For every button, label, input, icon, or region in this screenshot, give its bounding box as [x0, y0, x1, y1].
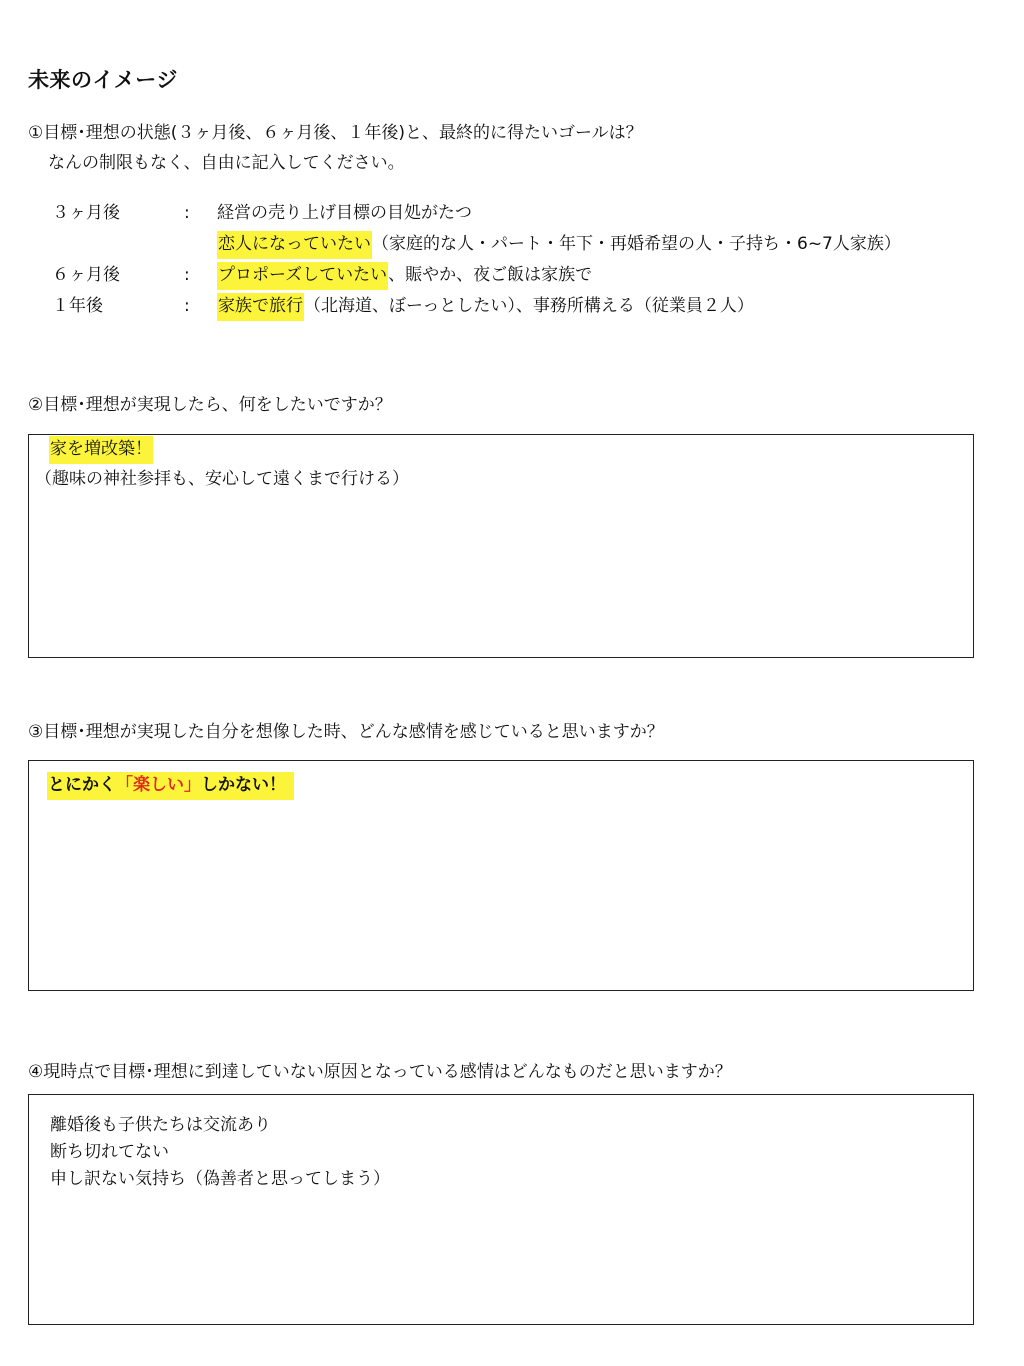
answer-3-fun: 「楽しい」 [116, 775, 201, 795]
row-text-3-months: 経営の売り上げ目標の目処がたつ [217, 203, 472, 223]
question-2: ②目標･理想が実現したら、何をしたいですか？ [28, 395, 392, 415]
row-text-1-year: （北海道、ぼーっとしたい）、事務所構える（従業員２人） [304, 296, 754, 316]
answer-4-line-2: 断ち切れてない [50, 1142, 169, 1162]
answer-2-line-2: （趣味の神社参拝も、安心して遠くまで行ける） [35, 469, 409, 489]
answer-box-4 [28, 1094, 974, 1325]
highlight-renovation: 家を増改築！ [49, 436, 153, 464]
answer-box-3 [28, 760, 974, 991]
row-separator: : [184, 296, 190, 316]
row-separator: : [184, 203, 190, 223]
question-1-instruction: なんの制限もなく、自由に記入してください。 [48, 153, 405, 173]
answer-3-post: しかない！ [201, 775, 286, 795]
highlight-family-trip: 家族で旅行 [217, 293, 304, 321]
row-text-lover-detail: （家庭的な人・パート・年下・再婚希望の人・子持ち・6~7人家族） [372, 234, 901, 254]
answer-box-2 [28, 434, 974, 658]
answer-2-line-1 [49, 437, 153, 461]
highlight-lover: 恋人になっていたい [217, 231, 372, 259]
answer-3-pre: とにかく [48, 775, 116, 795]
row-label-6-months: ６ヶ月後 [52, 265, 120, 285]
row-6-months [217, 263, 592, 287]
row-label-1-year: １年後 [52, 296, 103, 316]
page-title: 未来のイメージ [28, 68, 178, 92]
row-text-6-months: 、賑やか、夜ご飯は家族で [388, 265, 593, 285]
highlight-proposal: プロポーズしていたい [217, 262, 388, 290]
highlight-feeling [47, 772, 294, 800]
question-3: ③目標･理想が実現した自分を想像した時、どんな感情を感じていると思いますか？ [28, 722, 664, 742]
row-3-months-continued [217, 232, 901, 256]
question-4: ④現時点で目標･理想に到達していない原因となっている感情はどんなものだと思いますか？ [28, 1062, 732, 1082]
row-label-3-months: ３ヶ月後 [52, 203, 120, 223]
answer-3-line-1 [47, 773, 294, 797]
row-1-year [217, 294, 754, 318]
row-separator: : [184, 265, 190, 285]
question-1: ①目標･理想の状態(３ヶ月後、６ヶ月後、１年後)と、最終的に得たいゴールは？ [28, 123, 643, 143]
answer-4-line-3: 申し訳ない気持ち（偽善者と思ってしまう） [50, 1169, 390, 1189]
answer-4-line-1: 離婚後も子供たちは交流あり [50, 1115, 271, 1135]
